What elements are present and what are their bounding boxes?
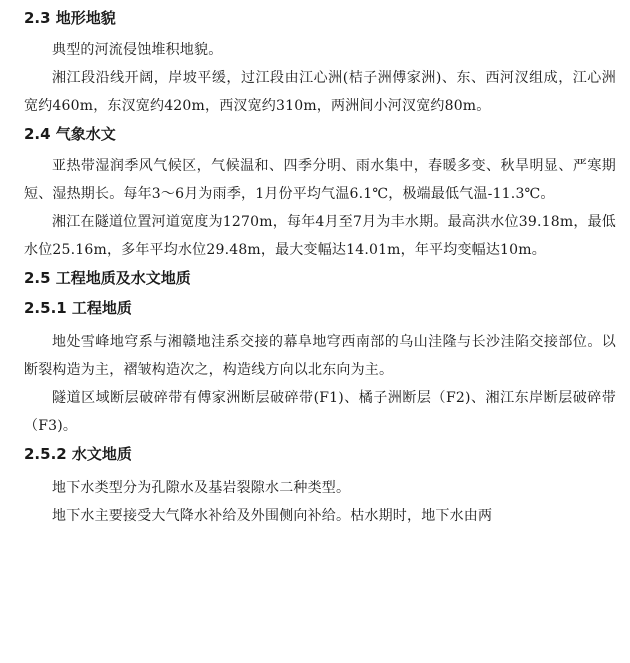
section-heading-2-4: 2.4 气象水文 — [24, 125, 116, 143]
section-heading-2-3: 2.3 地形地貌 — [24, 9, 116, 27]
paragraph-landform-type: 典型的河流侵蚀堆积地貌。 — [52, 42, 223, 58]
paragraph-landform-detail: 湘江段沿线开阔，岸坡平缓，过江段由江心洲(桔子洲傅家洲)、东、西河汊组成，江心洲宽约460m，东汊宽约420m，西汊宽约310m，两洲间小河汊宽约80m。 — [24, 70, 616, 114]
paragraph-geology-structure: 地处雪峰地穹系与湘赣地洼系交接的幕阜地穹西南部的乌山洼隆与长沙洼陷交接部位。以断裂构造为主，褶皱构造次之，构造线方向以北东向为主。 — [24, 334, 616, 378]
paragraph-fault-zones: 隧道区域断层破碎带有傅家洲断层破碎带(F1)、橘子洲断层（F2)、湘江东岸断层破碎带（F3)。 — [24, 390, 616, 434]
paragraph-climate: 亚热带湿润季风气候区，气候温和、四季分明、雨水集中，春暖多变、秋旱明显、严寒期短、湿热期长。每年3～6月为雨季，1月份平均气温6.1℃，极端最低气温-11.3℃。 — [24, 158, 616, 202]
document-page — [24, 6, 616, 530]
section-heading-2-5-1: 2.5.1 工程地质 — [24, 299, 132, 317]
paragraph-groundwater-types: 地下水类型分为孔隙水及基岩裂隙水二种类型。 — [52, 480, 351, 496]
section-heading-2-5: 2.5 工程地质及水文地质 — [24, 269, 191, 287]
section-heading-2-5-2: 2.5.2 水文地质 — [24, 445, 132, 463]
paragraph-hydrology: 湘江在隧道位置河道宽度为1270m，每年4月至7月为丰水期。最高洪水位39.18m，最低水位25.16m，多年平均水位29.48m，最大变幅达14.01m，年平均变幅达10m。 — [24, 214, 616, 258]
paragraph-groundwater-recharge: 地下水主要接受大气降水补给及外围侧向补给。枯水期时，地下水由两 — [52, 508, 493, 524]
